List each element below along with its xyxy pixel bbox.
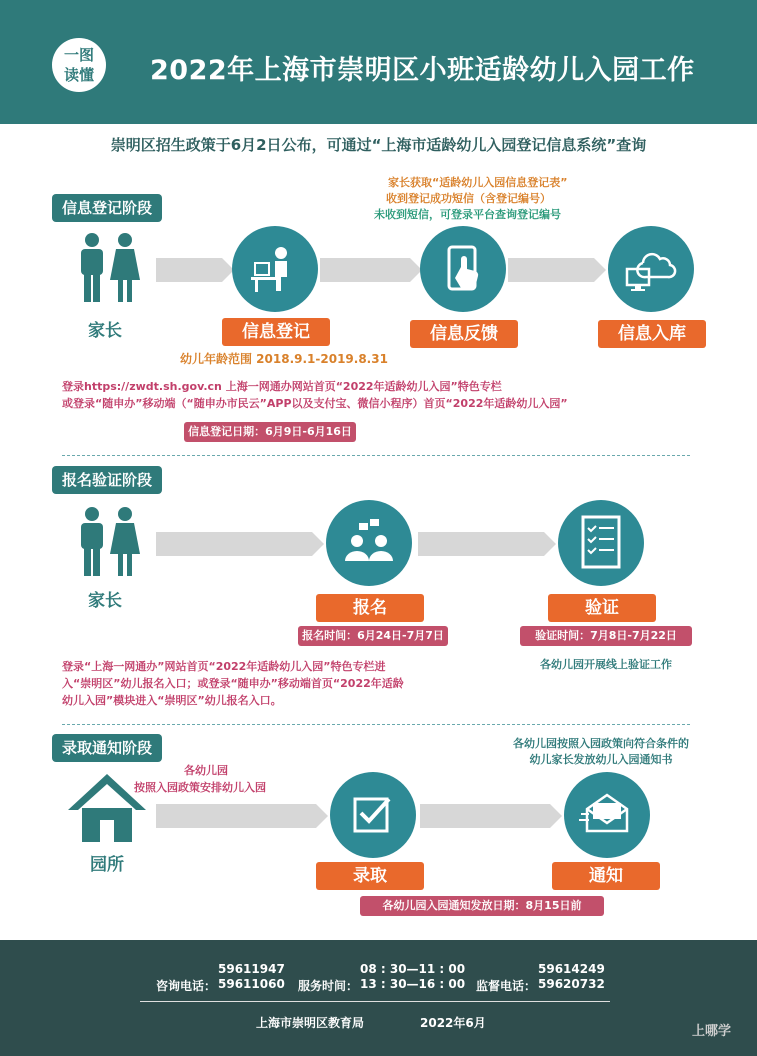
supervise-label: 监督电话： (476, 979, 537, 993)
man-icon (78, 232, 106, 302)
parents-icon (78, 232, 140, 302)
flow-arrow (156, 258, 222, 282)
verify-time-tag: 验证时间：7月8日-7月22日 (520, 626, 692, 646)
flow-arrow-head (316, 804, 328, 828)
feedback-note-line2: 收到登记成功短信（含登记编号） (386, 192, 551, 205)
flow-arrow-head (312, 532, 324, 556)
register-step-icon (232, 226, 318, 312)
footer-divider (140, 1001, 610, 1002)
service-label: 服务时间： (298, 979, 359, 993)
badge-line2: 读懂 (63, 66, 94, 84)
footer-org: 上海市崇明区教育局 (256, 1016, 365, 1030)
age-range: 幼儿年龄范围 2018.9.1-2019.8.31 (180, 352, 388, 366)
notice-date-tag: 各幼儿园入园通知发放日期：8月15日前 (360, 896, 604, 916)
apply-time-tag: 报名时间：6月24日-7月7日 (298, 626, 448, 646)
login-line1: 登录https://zwdt.sh.gov.cn 上海一网通办网站首页“2022年适龄幼儿入园”特色专栏 (62, 380, 502, 393)
feedback-note-line1: 家长获取“适龄幼儿入园信息登记表” (388, 176, 568, 189)
man-icon (78, 506, 106, 576)
badge-line1: 一图 (63, 46, 94, 64)
flow-arrow (156, 532, 312, 556)
desk-person-icon (247, 241, 303, 297)
page-title: 2022年上海市崇明区小班适龄幼儿入园工作 (150, 55, 695, 86)
supervise-phone1: 59614249 (538, 962, 605, 976)
notice-note-line2: 幼儿家长发放幼儿入园通知书 (529, 753, 673, 766)
step-admit: 录取 (316, 862, 424, 890)
consult-phone2: 59611060 (218, 977, 285, 991)
woman-icon (110, 232, 140, 302)
school-note-line2: 按照入园政策安排幼儿入园 (134, 781, 266, 794)
parent-caption: 家长 (88, 591, 122, 611)
school-note-line1: 各幼儿园 (184, 764, 228, 777)
consult-label: 咨询电话： (156, 979, 217, 993)
feedback-step-icon (420, 226, 506, 312)
people-chat-icon (339, 515, 399, 571)
apply-login-line1: 登录“上海一网通办”网站首页“2022年适龄幼儿入园”特色专栏进 (62, 660, 386, 673)
supervise-phone2: 59620732 (538, 977, 605, 991)
stage3-label: 录取通知阶段 (52, 734, 162, 762)
notice-note-line1: 各幼儿园按照入园政策向符合条件的 (513, 737, 689, 750)
parents-icon (78, 506, 140, 576)
verify-step-icon (558, 500, 644, 586)
apply-login-line3: 幼儿入园”模块进入“崇明区”幼儿报名入口。 (62, 694, 282, 707)
flow-arrow-head (544, 532, 556, 556)
apply-step-icon (326, 500, 412, 586)
section-divider (62, 455, 690, 456)
step-feedback: 信息反馈 (410, 320, 518, 348)
step-apply: 报名 (316, 594, 424, 622)
step-verify: 验证 (548, 594, 656, 622)
cloud-computer-icon (621, 241, 681, 297)
flow-arrow (418, 532, 544, 556)
database-step-icon (608, 226, 694, 312)
flow-arrow (320, 258, 410, 282)
flow-arrow-head (594, 258, 606, 282)
phone-touch-icon (435, 241, 491, 297)
watermark: 上哪学 (692, 1024, 732, 1039)
verify-note: 各幼儿园开展线上验证工作 (540, 658, 672, 671)
register-date-tag: 信息登记日期：6月9日-6月16日 (184, 422, 356, 442)
login-line2: 或登录“随申办”移动端（“随申办市民云”APP以及支付宝、微信小程序）首页“2022年适龄幼儿入园” (62, 397, 568, 410)
subtitle: 崇明区招生政策于6月2日公布，可通过“上海市适龄幼儿入园登记信息系统”查询 (110, 136, 647, 154)
notice-step-icon (564, 772, 650, 858)
stage1-label: 信息登记阶段 (52, 194, 162, 222)
badge (52, 38, 106, 92)
section-divider (62, 724, 690, 725)
flow-arrow-head (550, 804, 562, 828)
step-notice: 通知 (552, 862, 660, 890)
feedback-note-green: 未收到短信，可登录平台查询登记编号 (374, 208, 561, 221)
woman-icon (110, 506, 140, 576)
footer-date: 2022年6月 (420, 1016, 486, 1030)
school-caption: 园所 (90, 855, 124, 875)
check-box-icon (345, 787, 401, 843)
step-register: 信息登记 (222, 318, 330, 346)
flow-arrow (420, 804, 550, 828)
stage2-label: 报名验证阶段 (52, 466, 162, 494)
flow-arrow (508, 258, 594, 282)
service-time2: 13 : 30—16 : 00 (360, 977, 466, 991)
step-database: 信息入库 (598, 320, 706, 348)
checklist-icon (573, 513, 629, 573)
admit-step-icon (330, 772, 416, 858)
envelope-icon (577, 787, 637, 843)
consult-phone1: 59611947 (218, 962, 285, 976)
flow-arrow (156, 804, 316, 828)
parent-caption: 家长 (88, 321, 122, 341)
apply-login-line2: 入“崇明区”幼儿报名入口；或登录“随申办”移动端首页“2022年适龄 (62, 677, 404, 690)
service-time1: 08 : 30—11 : 00 (360, 962, 466, 976)
footer (0, 940, 757, 1056)
